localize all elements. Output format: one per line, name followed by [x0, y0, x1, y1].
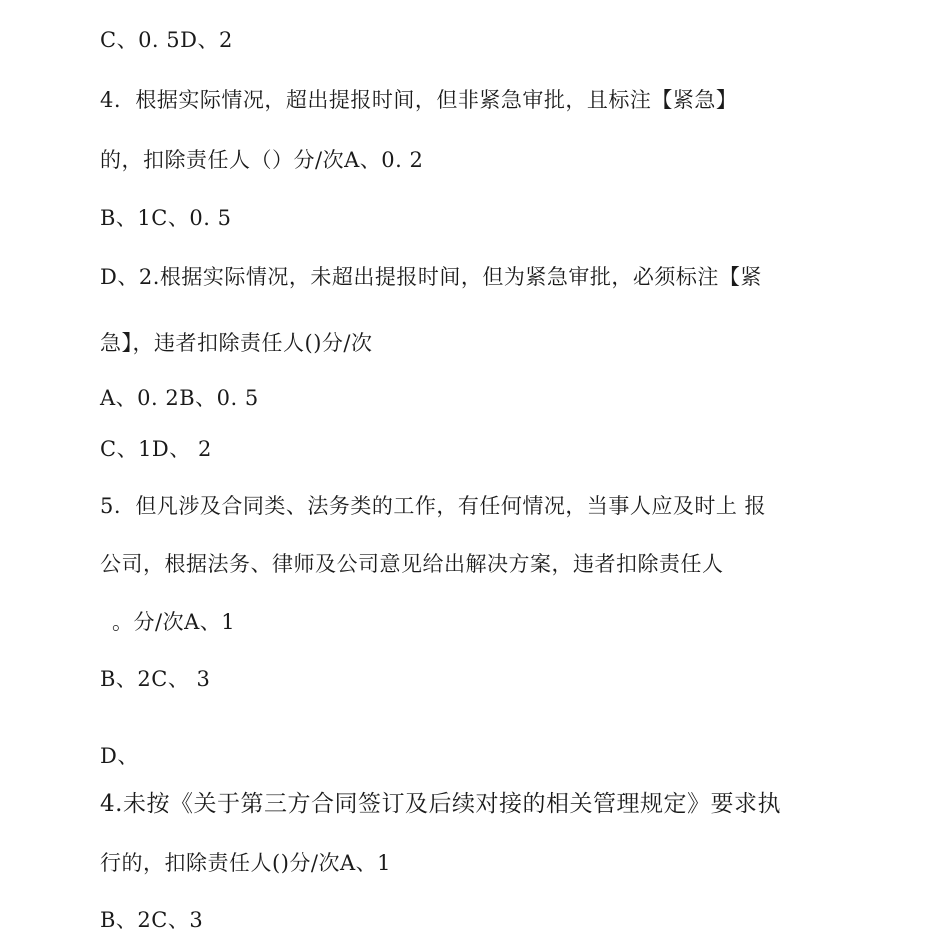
- text-line-4: B、1C、0. 5: [100, 206, 232, 230]
- text-line-13: D、: [100, 744, 139, 768]
- text-line-1: C、0. 5D、2: [100, 28, 233, 52]
- text-line-8: C、1D、 2: [100, 437, 212, 461]
- text-line-16: B、2C、3: [100, 908, 204, 932]
- text-line-14: 4.未按《关于第三方合同签订及后续对接的相关管理规定》要求执: [100, 791, 781, 817]
- text-line-11: 。分/次A、1: [112, 610, 236, 634]
- text-line-10: 公司，根据法务、律师及公司意见给出解决方案，违者扣除责任人: [100, 552, 724, 576]
- text-line-7: A、0. 2B、0. 5: [100, 386, 259, 410]
- text-line-9: 5. 但凡涉及合同类、法务类的工作，有任何情况，当事人应及时上 报: [100, 494, 767, 518]
- text-line-3: 的，扣除责任人（）分/次A、0. 2: [100, 148, 424, 172]
- text-line-2: 4. 根据实际情况，超出提报时间，但非紧急审批，且标注【紧急】: [100, 88, 738, 112]
- text-line-5: D、2.根据实际情况，未超出提报时间，但为紧急审批，必须标注【紧: [100, 265, 762, 289]
- text-line-6: 急】，违者扣除责任人()分/次: [100, 331, 373, 355]
- text-line-15: 行的，扣除责任人()分/次A、1: [100, 851, 391, 875]
- text-line-12: B、2C、 3: [100, 667, 211, 691]
